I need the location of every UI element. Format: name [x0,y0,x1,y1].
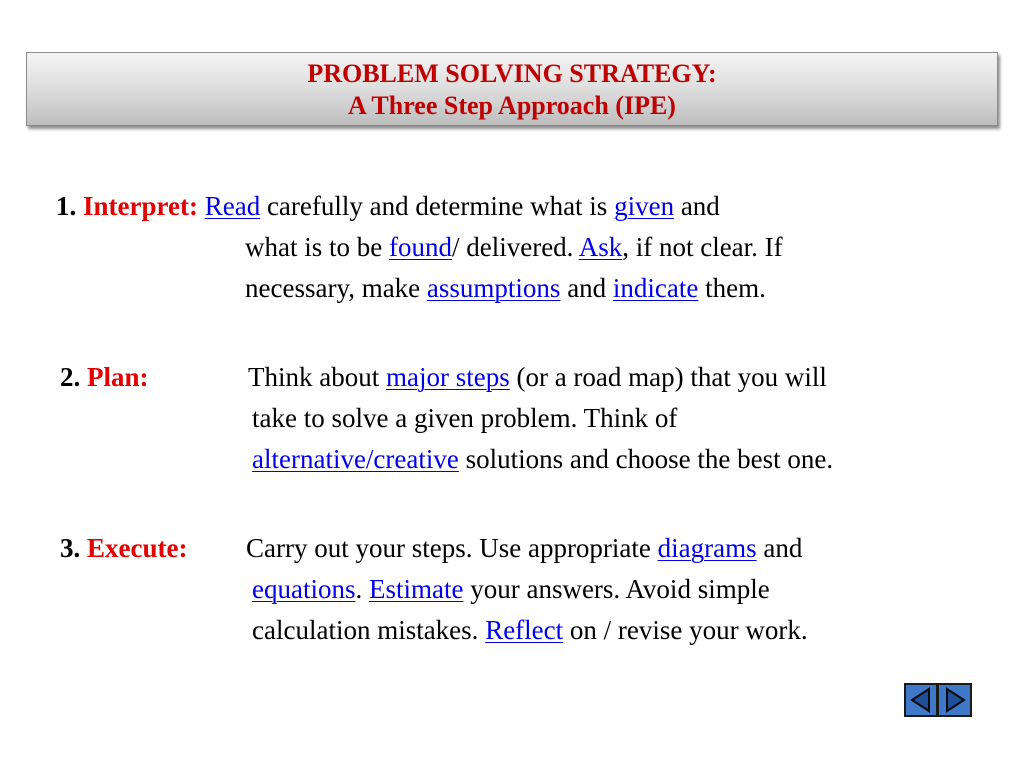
step3-label: Execute: [87,533,188,563]
link-given[interactable]: given [614,191,675,221]
step3-text: calculation mistakes. [252,615,486,645]
slide-title-line2: A Three Step Approach (IPE) [348,91,676,120]
step1-text: them. [698,273,766,303]
previous-slide-button[interactable] [904,683,938,717]
link-alternative-creative[interactable]: alternative/creative [252,444,459,474]
step1-text: what is to be [245,232,389,262]
step1-number: 1. [56,191,77,221]
step3-heading [60,528,187,569]
step3-line1 [246,528,802,569]
slide-title-box [26,52,998,126]
step2-text: take to solve a given problem. Think of [252,403,678,433]
step1-text: carefully and determine what is [260,191,615,221]
step2-text: Think about [248,362,386,392]
step2-number: 2. [60,362,81,392]
link-assumptions[interactable]: assumptions [426,273,561,303]
step3-text: . [355,574,369,604]
step2-label: Plan: [87,362,149,392]
slide-title-line1: PROBLEM SOLVING STRATEGY: [307,59,717,88]
step2-heading [60,357,149,398]
step1-line3 [245,268,766,309]
step3-number: 3. [60,533,81,563]
step3-line2 [252,569,770,610]
link-estimate[interactable]: Estimate [368,574,464,604]
link-equations[interactable]: equations [252,574,356,604]
step1-label: Interpret: [83,191,198,221]
step2-line3 [252,439,833,480]
step1-text: / delivered. [451,232,579,262]
slide-navigation [904,683,972,717]
step1-text: necessary, make [245,273,427,303]
step3-text: on / revise your work. [563,615,808,645]
step1-text: , if not clear. If [622,232,783,262]
step2-line2 [252,398,677,439]
step2-text: solutions and choose the best one. [458,444,834,474]
step3-line3 [252,610,808,651]
link-ask[interactable]: Ask [578,232,623,262]
step3-text: Carry out your steps. Use appropriate [246,533,658,563]
triangle-right-icon [942,687,968,713]
link-reflect[interactable]: Reflect [485,615,564,645]
step3-text: and [756,533,803,563]
next-slide-button[interactable] [938,683,972,717]
step1-line2 [245,227,783,268]
step2-line1 [248,357,827,398]
step1-text: and [674,191,720,221]
step2-text: (or a road map) that you will [509,362,827,392]
link-read[interactable]: Read [204,191,261,221]
triangle-left-icon [908,687,934,713]
link-found[interactable]: found [388,232,452,262]
step1-line1 [56,186,720,227]
link-major-steps[interactable]: major steps [385,362,510,392]
link-diagrams[interactable]: diagrams [657,533,757,563]
link-indicate[interactable]: indicate [612,273,699,303]
step1-text: and [560,273,613,303]
step3-text: your answers. Avoid simple [463,574,770,604]
